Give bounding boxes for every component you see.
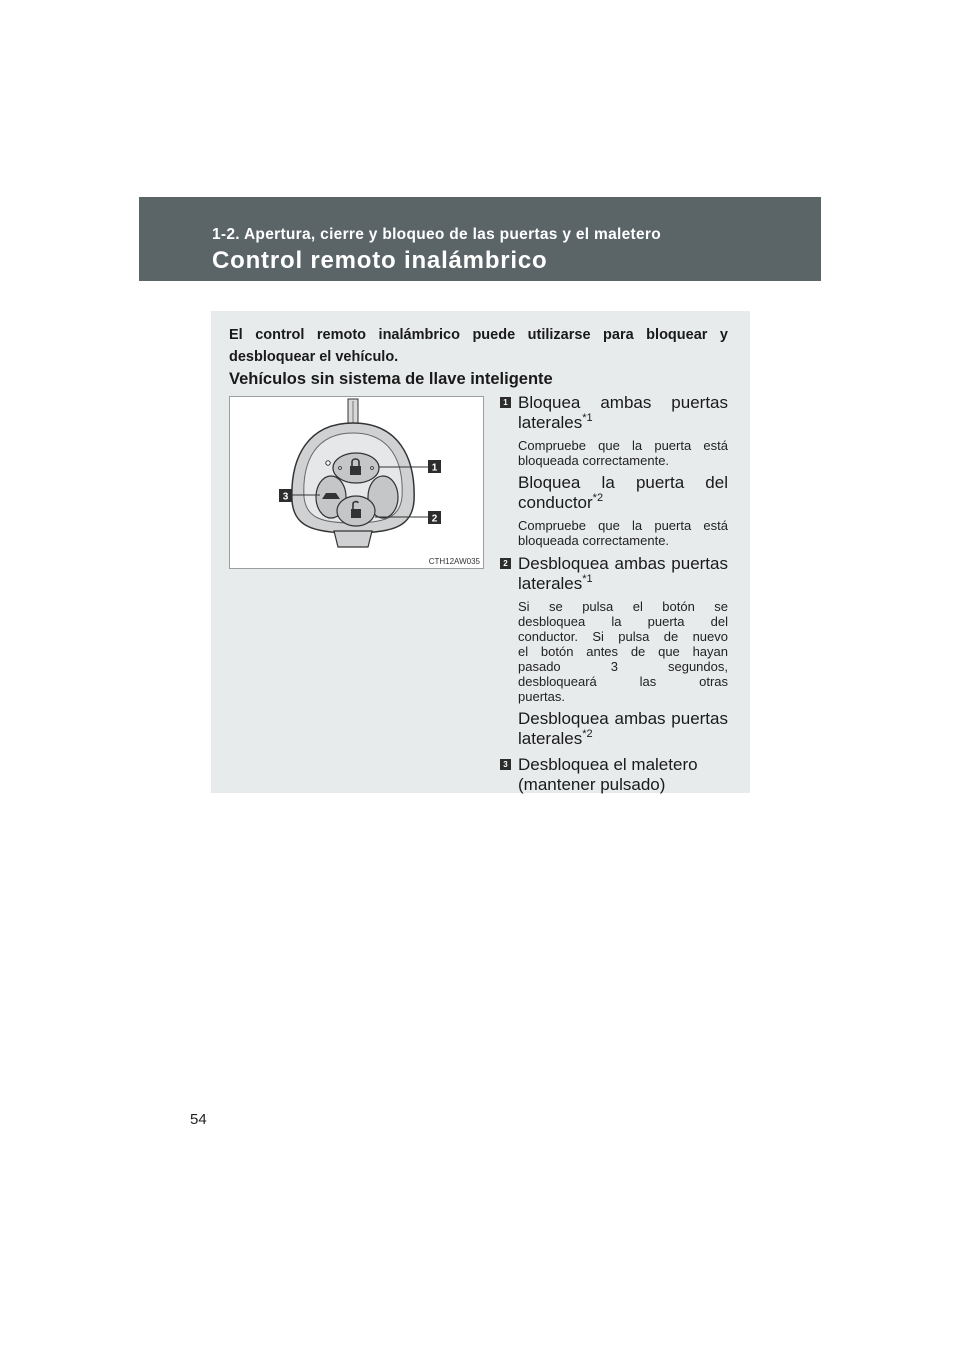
list-item: [500, 755, 728, 795]
note-line: Compruebe que la puerta está: [518, 438, 728, 453]
item-line: Bloquea la puerta del: [518, 473, 728, 492]
note-line: desbloquea la puerta del: [518, 614, 728, 629]
remote-key-illustration: [229, 396, 484, 569]
item-line: Desbloquea ambas puertas: [518, 554, 728, 573]
note-line: desbloqueará las otras: [518, 674, 728, 689]
note-line: puertas.: [518, 689, 565, 704]
intro-text: [229, 324, 728, 368]
item-note: [518, 438, 728, 468]
note-line: pasado 3 segundos,: [518, 659, 728, 674]
subheading: Vehículos sin sistema de llave inteligente: [229, 370, 553, 388]
remote-key-drawing: [230, 397, 483, 568]
footnote-ref: *2: [592, 492, 604, 504]
item-line: laterales: [518, 729, 583, 748]
item-line: Desbloquea ambas puertas: [518, 709, 728, 728]
item-main-text: [518, 393, 728, 433]
item-main-text: [518, 709, 728, 749]
footnote-ref: *2: [582, 728, 593, 740]
page-title: Control remoto inalámbrico: [212, 247, 548, 274]
item-line: Bloquea ambas puertas: [518, 393, 728, 412]
note-line: bloqueada correctamente.: [518, 533, 670, 548]
unlock-icon: [351, 509, 361, 518]
item-line: (mantener pulsado): [518, 775, 666, 794]
item-main-text: [518, 473, 728, 513]
item-badge: 1: [500, 397, 511, 408]
item-note: [518, 599, 728, 704]
list-item: [500, 393, 728, 548]
lock-icon: [350, 466, 361, 475]
item-line: laterales: [518, 574, 583, 593]
button-functions-list: [500, 393, 728, 795]
intro-line-2: desbloquear el vehículo.: [229, 349, 399, 365]
item-badge: 3: [500, 759, 511, 770]
page-number: 54: [190, 1111, 207, 1128]
item-badge: 2: [500, 558, 511, 569]
note-line: el botón antes de que hayan: [518, 644, 728, 659]
callout-1: 1: [431, 462, 438, 474]
list-item: [500, 554, 728, 749]
item-line: laterales: [518, 413, 583, 432]
item-main-text: [518, 554, 728, 594]
item-main-text: [518, 755, 728, 795]
chapter-header: [139, 197, 821, 281]
figure-code: CTH12AW035: [428, 557, 480, 566]
note-line: bloqueada correctamente.: [518, 453, 670, 468]
item-line: Desbloquea el maletero: [518, 755, 698, 774]
intro-line-1: El control remoto inalámbrico puede utilizarse para bloquear y: [229, 327, 728, 343]
item-line: conductor: [518, 493, 593, 512]
note-line: Compruebe que la puerta está: [518, 518, 728, 533]
content-panel: [211, 311, 750, 793]
note-line: conductor. Si pulsa de nuevo: [518, 629, 728, 644]
item-note: [518, 518, 728, 548]
note-line: Si se pulsa el botón se: [518, 599, 728, 614]
footnote-ref: *1: [582, 573, 593, 585]
section-title: 1-2. Apertura, cierre y bloqueo de las puertas y el maletero: [212, 226, 662, 243]
callout-2: 2: [431, 513, 438, 525]
callout-3: 3: [282, 491, 289, 503]
footnote-ref: *1: [582, 412, 593, 424]
